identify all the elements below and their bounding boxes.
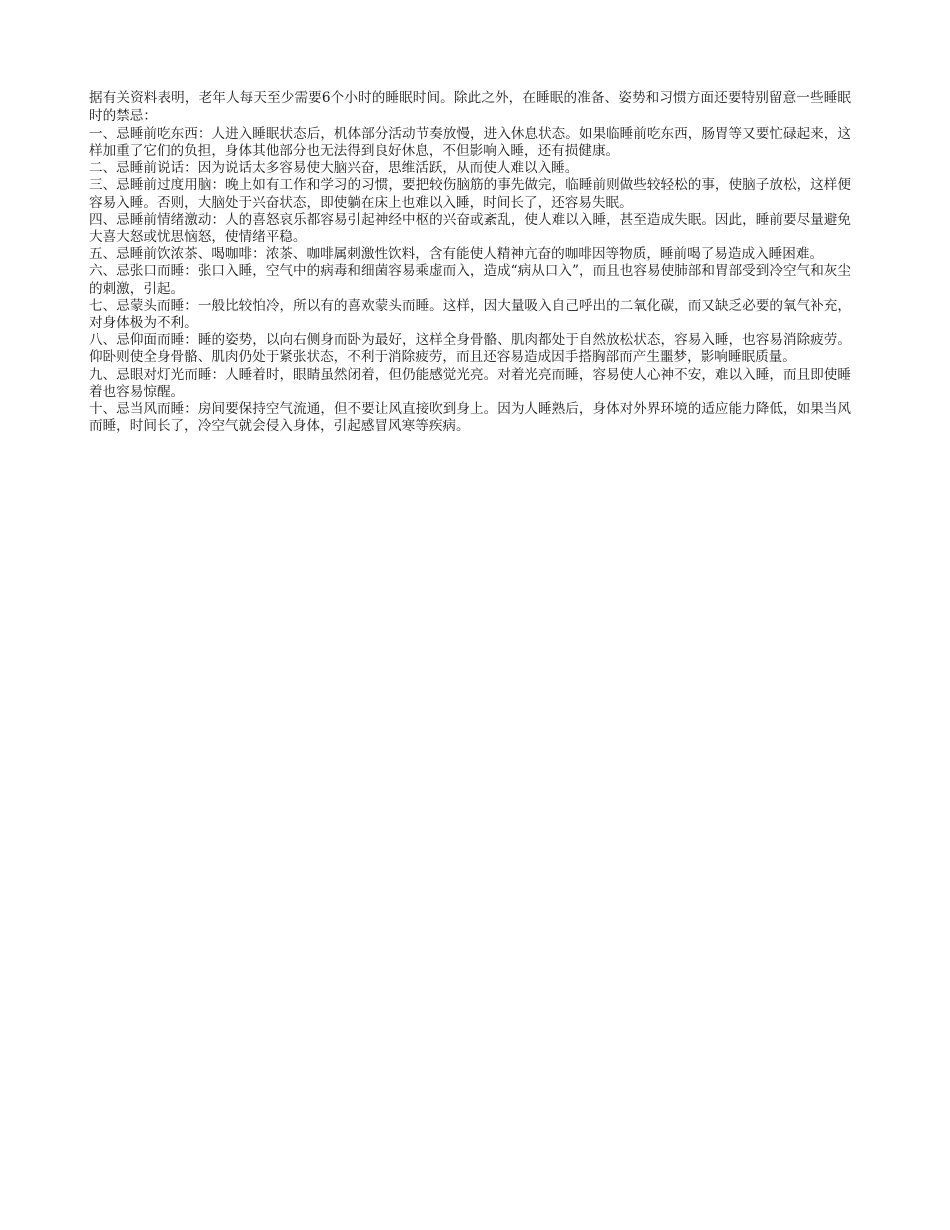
taboo-item-4: 四、忌睡前情绪激动：人的喜怒哀乐都容易引起神经中枢的兴奋或紊乱，使人难以入睡，甚至造成失眠。因此，睡前要尽量避免大喜大怒或忧思恼怒，使情绪平稳。: [89, 211, 851, 246]
taboo-item-2: 二、忌睡前说话：因为说话太多容易使大脑兴奋，思维活跃，从而使人难以入睡。: [89, 160, 579, 177]
taboo-item-8: 八、忌仰面而睡：睡的姿势，以向右侧身而卧为最好，这样全身骨骼、肌肉都处于自然放松状态，容易入睡，也容易消除疲劳。仰卧则使全身骨骼、肌肉仍处于紧张状态，不利于消除疲劳，而且还容易造成因手搭胸部而产生噩梦，影响睡眠质量。: [89, 332, 851, 366]
taboo-item-5: 五、忌睡前饮浓茶、喝咖啡：浓茶、咖啡属刺激性饮料，含有能使人精神亢奋的咖啡因等物质，睡前喝了易造成入睡困难。: [89, 246, 824, 263]
taboo-item-3: 三、忌睡前过度用脑：晚上如有工作和学习的习惯，要把较伤脑筋的事先做完，临睡前则做些较轻松的事，使脑子放松，这样便容易入睡。否则，大脑处于兴奋状态，即使躺在床上也难以入睡，时间长了，还容易失眠。: [89, 177, 851, 211]
taboo-item-6: 六、忌张口而睡：张口入睡，空气中的病毒和细菌容易乘虚而入，造成“病从口入”，而且也容易使肺部和胃部受到冷空气和灰尘的刺激，引起。: [89, 263, 851, 297]
taboo-item-1: 一、忌睡前吃东西：人进入睡眠状态后，机体部分活动节奏放慢，进入休息状态。如果临睡前吃东西，肠胃等又要忙碌起来，这样加重了它们的负担，身体其他部分也无法得到良好休息，不但影响入睡，还有损健康。: [89, 125, 851, 160]
document-body: [89, 89, 851, 435]
intro-paragraph: 据有关资料表明，老年人每天至少需要6个小时的睡眠时间。除此之外，在睡眠的准备、姿势和习惯方面还要特别留意一些睡眠时的禁忌：: [89, 90, 851, 125]
taboo-item-9: 九、忌眼对灯光而睡：人睡着时，眼睛虽然闭着，但仍能感觉光亮。对着光亮而睡，容易使人心神不安，难以入睡，而且即使睡着也容易惊醒。: [89, 366, 851, 400]
taboo-item-7: 七、忌蒙头而睡：一般比较怕冷，所以有的喜欢蒙头而睡。这样，因大量吸入自己呼出的二氧化碳，而又缺乏必要的氧气补充，对身体极为不利。: [89, 297, 851, 332]
taboo-item-10: 十、忌当风而睡：房间要保持空气流通，但不要让风直接吹到身上。因为人睡熟后，身体对外界环境的适应能力降低，如果当风而睡，时间长了，冷空气就会侵入身体，引起感冒风寒等疾病。: [89, 401, 851, 435]
